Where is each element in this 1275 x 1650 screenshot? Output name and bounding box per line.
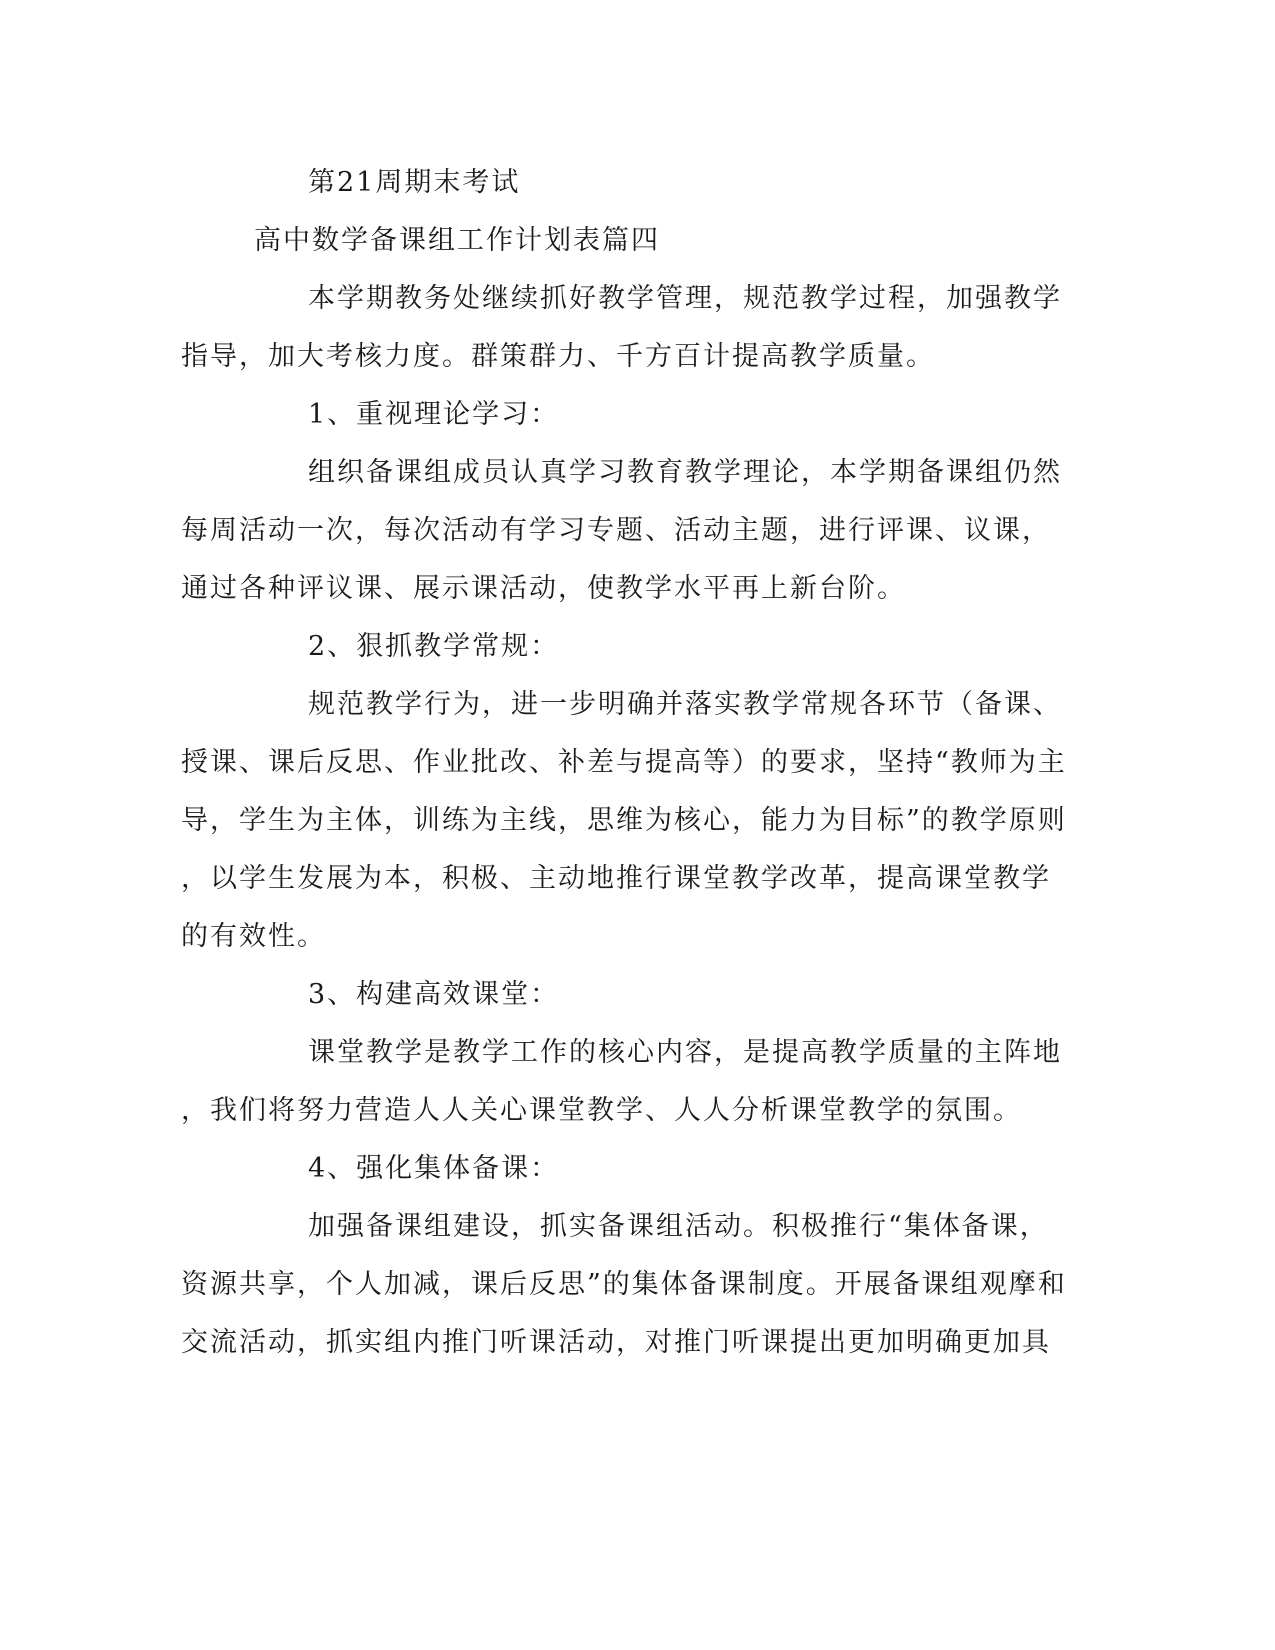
paragraph-line: 加强备课组建设，抓实备课组活动。积极推行“集体备课，: [308, 1211, 1049, 1242]
heading-1: 1、重视理论学习：: [308, 399, 560, 430]
paragraph-line: 指导，加大考核力度。群策群力、千方百计提高教学质量。: [181, 341, 935, 372]
paragraph-line: 通过各种评议课、展示课活动，使教学水平再上新台阶。: [181, 573, 906, 604]
heading-2: 2、狠抓教学常规：: [308, 631, 560, 662]
paragraph-line: 导，学生为主体，训练为主线，思维为核心，能力为目标”的教学原则: [181, 805, 1067, 836]
heading-4: 4、强化集体备课：: [308, 1153, 560, 1184]
paragraph-line: 授课、课后反思、作业批改、补差与提高等）的要求，坚持“教师为主: [181, 747, 1067, 778]
paragraph-line: 每周活动一次，每次活动有学习专题、活动主题，进行评课、议课，: [181, 515, 1051, 546]
paragraph-line: ，我们将努力营造人人关心课堂教学、人人分析课堂教学的氛围。: [181, 1095, 1022, 1126]
paragraph-line: 组织备课组成员认真学习教育教学理论，本学期备课组仍然: [308, 457, 1062, 488]
paragraph-line: 课堂教学是教学工作的核心内容，是提高教学质量的主阵地: [308, 1037, 1062, 1068]
paragraph-line: 资源共享，个人加减，课后反思”的集体备课制度。开展备课组观摩和: [181, 1269, 1067, 1300]
week-line: 第21周期末考试: [308, 167, 521, 198]
paragraph-line: 规范教学行为，进一步明确并落实教学常规各环节（备课、: [308, 689, 1062, 720]
section-title: 高中数学备课组工作计划表篇四: [254, 225, 660, 256]
paragraph-line: 本学期教务处继续抓好教学管理，规范教学过程，加强教学: [308, 283, 1062, 314]
heading-3: 3、构建高效课堂：: [308, 979, 560, 1010]
paragraph-line: ，以学生发展为本，积极、主动地推行课堂教学改革，提高课堂教学: [181, 863, 1051, 894]
paragraph-line: 的有效性。: [181, 921, 326, 952]
paragraph-line: 交流活动，抓实组内推门听课活动，对推门听课提出更加明确更加具: [181, 1327, 1051, 1358]
